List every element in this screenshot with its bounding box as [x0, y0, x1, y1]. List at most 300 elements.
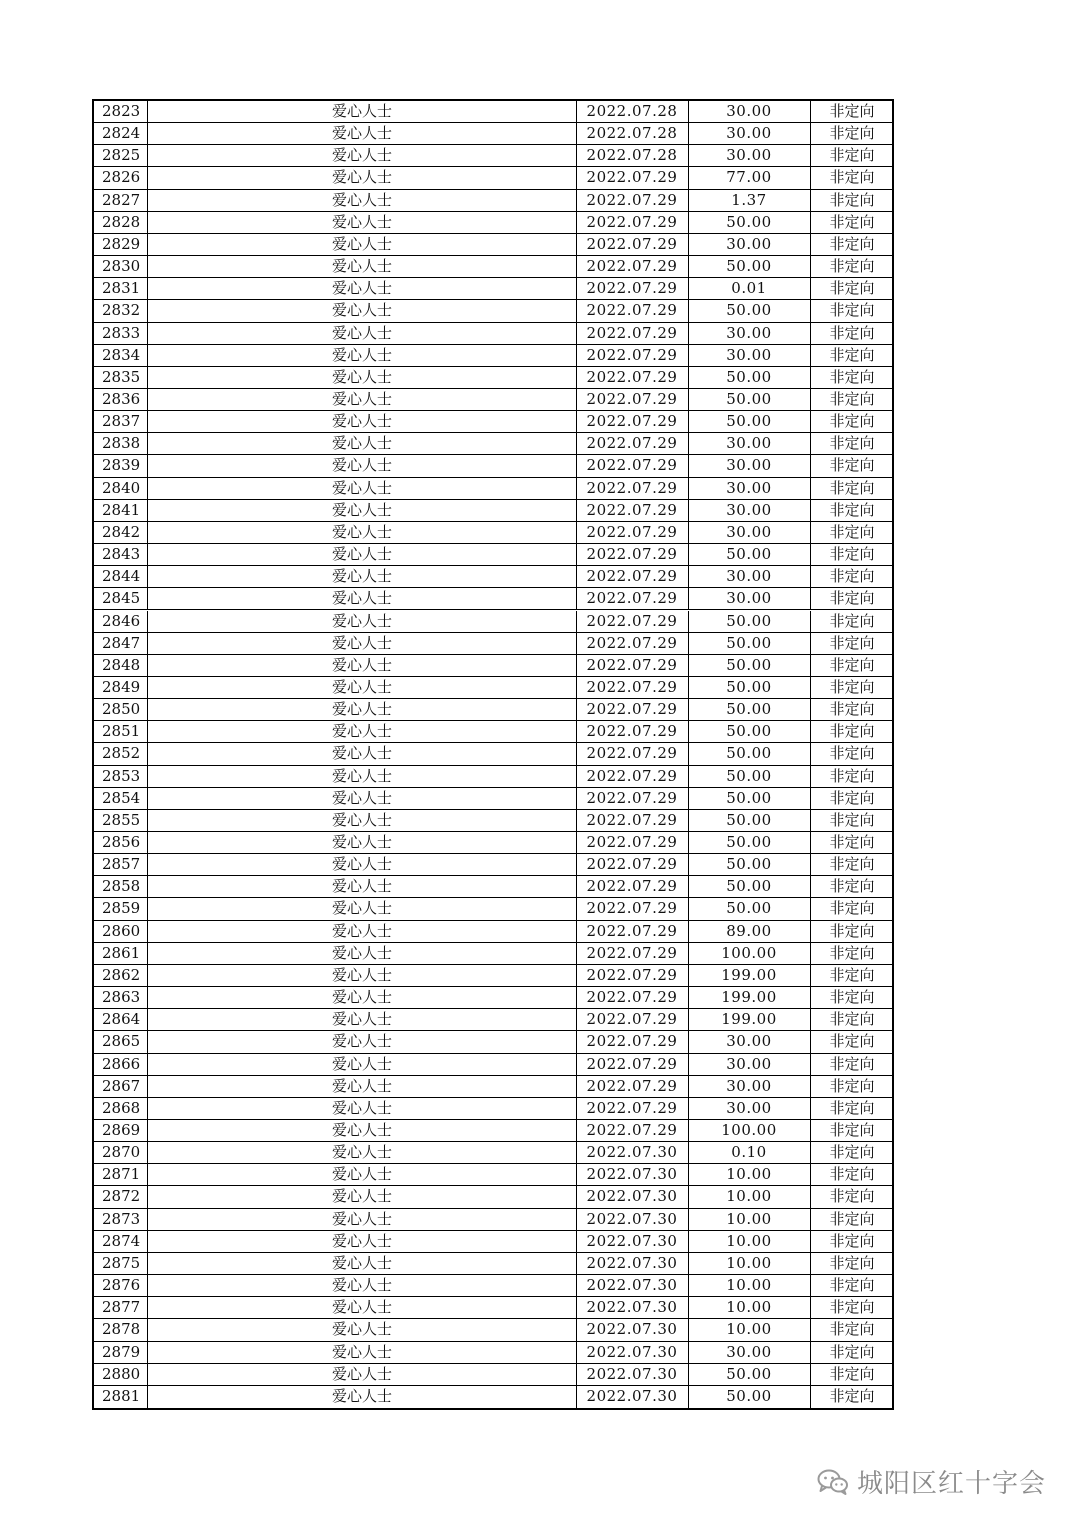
row-number-cell: 2827: [94, 190, 148, 211]
row-number-cell: 2840: [94, 478, 148, 499]
designation-cell: 非定向: [829, 1032, 875, 1051]
table-row: [94, 633, 892, 655]
amount-cell: 30.00: [688, 1054, 811, 1075]
donor-name-cell: 爱心人士: [148, 677, 577, 698]
row-number-cell: 2877: [94, 1297, 148, 1318]
donor-name-cell: 爱心人士: [148, 1319, 577, 1340]
designation-cell: 非定向: [829, 788, 875, 807]
designation-cell: 非定向: [829, 345, 875, 364]
row-number-cell: 2824: [94, 123, 148, 144]
donation-date-cell: 2022.07.29: [576, 965, 689, 986]
donor-name-cell: 爱心人士: [148, 522, 577, 543]
designation-cell: 非定向: [829, 1386, 875, 1405]
table-row: [94, 1364, 892, 1386]
donation-date-cell: 2022.07.29: [576, 566, 689, 587]
row-number-cell: 2871: [94, 1164, 148, 1185]
amount-cell: 50.00: [688, 367, 811, 388]
table-row: [94, 345, 892, 367]
row-number-cell: 2838: [94, 433, 148, 454]
donor-name-cell: 爱心人士: [148, 300, 577, 321]
donation-date-cell: 2022.07.30: [576, 1275, 689, 1296]
amount-cell: 50.00: [688, 766, 811, 787]
designation-cell: 非定向: [829, 500, 875, 519]
designation-cell: 非定向: [829, 257, 875, 276]
donor-name-cell: 爱心人士: [148, 810, 577, 831]
row-number-cell: 2873: [94, 1209, 148, 1230]
row-number-cell: 2832: [94, 300, 148, 321]
designation-cell: 非定向: [829, 611, 875, 630]
table-row: [94, 367, 892, 389]
designation-cell: 非定向: [829, 1253, 875, 1272]
donation-date-cell: 2022.07.29: [576, 500, 689, 521]
donor-name-cell: 爱心人士: [148, 1253, 577, 1274]
donation-date-cell: 2022.07.29: [576, 433, 689, 454]
donor-name-cell: 爱心人士: [148, 101, 577, 122]
donation-date-cell: 2022.07.29: [576, 943, 689, 964]
row-number-cell: 2839: [94, 455, 148, 476]
designation-cell: 非定向: [829, 1143, 875, 1162]
donor-name-cell: 爱心人士: [148, 921, 577, 942]
row-number-cell: 2856: [94, 832, 148, 853]
designation-cell: 非定向: [829, 146, 875, 165]
donor-name-cell: 爱心人士: [148, 411, 577, 432]
amount-cell: 10.00: [688, 1275, 811, 1296]
designation-cell: 非定向: [829, 899, 875, 918]
designation-cell: 非定向: [829, 567, 875, 586]
row-number-cell: 2847: [94, 633, 148, 654]
amount-cell: 50.00: [688, 389, 811, 410]
row-number-cell: 2879: [94, 1342, 148, 1363]
table-row: [94, 190, 892, 212]
amount-cell: 10.00: [688, 1253, 811, 1274]
amount-cell: 50.00: [688, 655, 811, 676]
donation-date-cell: 2022.07.29: [576, 677, 689, 698]
row-number-cell: 2864: [94, 1009, 148, 1030]
amount-cell: 50.00: [688, 898, 811, 919]
table-row: [94, 478, 892, 500]
amount-cell: 30.00: [688, 455, 811, 476]
donor-name-cell: 爱心人士: [148, 433, 577, 454]
table-row: [94, 921, 892, 943]
designation-cell: 非定向: [829, 700, 875, 719]
donation-date-cell: 2022.07.29: [576, 389, 689, 410]
amount-cell: 30.00: [688, 1342, 811, 1363]
donation-date-cell: 2022.07.28: [576, 145, 689, 166]
designation-cell: 非定向: [829, 965, 875, 984]
row-number-cell: 2853: [94, 766, 148, 787]
donation-date-cell: 2022.07.29: [576, 256, 689, 277]
table-row: [94, 721, 892, 743]
donor-name-cell: 爱心人士: [148, 898, 577, 919]
donor-name-cell: 爱心人士: [148, 167, 577, 188]
row-number-cell: 2849: [94, 677, 148, 698]
row-number-cell: 2851: [94, 721, 148, 742]
designation-cell: 非定向: [829, 522, 875, 541]
designation-cell: 非定向: [829, 1187, 875, 1206]
donation-date-cell: 2022.07.29: [576, 522, 689, 543]
table-row: [94, 854, 892, 876]
donor-name-cell: 爱心人士: [148, 1209, 577, 1230]
donor-name-cell: 爱心人士: [148, 1164, 577, 1185]
donation-date-cell: 2022.07.30: [576, 1364, 689, 1385]
table-row: [94, 655, 892, 677]
amount-cell: 30.00: [688, 1031, 811, 1052]
row-number-cell: 2828: [94, 212, 148, 233]
donation-date-cell: 2022.07.29: [576, 455, 689, 476]
row-number-cell: 2830: [94, 256, 148, 277]
row-number-cell: 2855: [94, 810, 148, 831]
amount-cell: 50.00: [688, 677, 811, 698]
designation-cell: 非定向: [829, 589, 875, 608]
row-number-cell: 2878: [94, 1319, 148, 1340]
row-number-cell: 2876: [94, 1275, 148, 1296]
amount-cell: 50.00: [688, 832, 811, 853]
amount-cell: 50.00: [688, 1386, 811, 1408]
designation-cell: 非定向: [829, 279, 875, 298]
donor-name-cell: 爱心人士: [148, 1297, 577, 1318]
donor-name-cell: 爱心人士: [148, 1098, 577, 1119]
row-number-cell: 2841: [94, 500, 148, 521]
donation-date-cell: 2022.07.29: [576, 743, 689, 764]
amount-cell: 1.37: [688, 190, 811, 211]
donor-name-cell: 爱心人士: [148, 1342, 577, 1363]
amount-cell: 30.00: [688, 478, 811, 499]
table-row: [94, 1342, 892, 1364]
donor-name-cell: 爱心人士: [148, 1186, 577, 1207]
donor-name-cell: 爱心人士: [148, 788, 577, 809]
row-number-cell: 2850: [94, 699, 148, 720]
row-number-cell: 2865: [94, 1031, 148, 1052]
donor-name-cell: 爱心人士: [148, 123, 577, 144]
row-number-cell: 2854: [94, 788, 148, 809]
row-number-cell: 2874: [94, 1231, 148, 1252]
table-row: [94, 234, 892, 256]
designation-cell: 非定向: [829, 744, 875, 763]
amount-cell: 50.00: [688, 300, 811, 321]
table-row: [94, 1054, 892, 1076]
designation-cell: 非定向: [829, 456, 875, 475]
donor-name-cell: 爱心人士: [148, 766, 577, 787]
designation-cell: 非定向: [829, 677, 875, 696]
donor-name-cell: 爱心人士: [148, 323, 577, 344]
table-row: [94, 433, 892, 455]
row-number-cell: 2867: [94, 1076, 148, 1097]
row-number-cell: 2862: [94, 965, 148, 986]
amount-cell: 0.10: [688, 1142, 811, 1163]
donor-name-cell: 爱心人士: [148, 212, 577, 233]
table-row: [94, 389, 892, 411]
table-row: [94, 500, 892, 522]
donor-name-cell: 爱心人士: [148, 987, 577, 1008]
designation-cell: 非定向: [829, 833, 875, 852]
table-row: [94, 810, 892, 832]
donation-date-cell: 2022.07.29: [576, 987, 689, 1008]
designation-cell: 非定向: [829, 102, 875, 120]
table-row: [94, 1142, 892, 1164]
designation-cell: 非定向: [829, 301, 875, 320]
designation-cell: 非定向: [829, 234, 875, 253]
donor-name-cell: 爱心人士: [148, 1364, 577, 1385]
table-row: [94, 1186, 892, 1208]
amount-cell: 30.00: [688, 1098, 811, 1119]
amount-cell: 10.00: [688, 1231, 811, 1252]
amount-cell: 10.00: [688, 1164, 811, 1185]
donation-date-cell: 2022.07.30: [576, 1231, 689, 1252]
donation-date-cell: 2022.07.29: [576, 699, 689, 720]
amount-cell: 50.00: [688, 699, 811, 720]
donation-date-cell: 2022.07.29: [576, 190, 689, 211]
table-row: [94, 455, 892, 477]
table-row: [94, 677, 892, 699]
table-row: [94, 1076, 892, 1098]
donation-date-cell: 2022.07.29: [576, 1120, 689, 1141]
table-row: [94, 300, 892, 322]
row-number-cell: 2863: [94, 987, 148, 1008]
donor-name-cell: 爱心人士: [148, 1231, 577, 1252]
table-row: [94, 544, 892, 566]
donor-name-cell: 爱心人士: [148, 1076, 577, 1097]
amount-cell: 50.00: [688, 788, 811, 809]
table-row: [94, 766, 892, 788]
donation-date-cell: 2022.07.29: [576, 323, 689, 344]
amount-cell: 30.00: [688, 522, 811, 543]
donation-date-cell: 2022.07.29: [576, 766, 689, 787]
donation-date-cell: 2022.07.29: [576, 788, 689, 809]
donation-date-cell: 2022.07.29: [576, 588, 689, 609]
amount-cell: 10.00: [688, 1297, 811, 1318]
donor-name-cell: 爱心人士: [148, 500, 577, 521]
designation-cell: 非定向: [829, 655, 875, 674]
table-row: [94, 145, 892, 167]
amount-cell: 30.00: [688, 500, 811, 521]
designation-cell: 非定向: [829, 389, 875, 408]
row-number-cell: 2869: [94, 1120, 148, 1141]
donor-name-cell: 爱心人士: [148, 721, 577, 742]
donation-date-cell: 2022.07.29: [576, 345, 689, 366]
donor-name-cell: 爱心人士: [148, 478, 577, 499]
amount-cell: 100.00: [688, 1120, 811, 1141]
designation-cell: 非定向: [829, 943, 875, 962]
watermark: [817, 1463, 1046, 1500]
designation-cell: 非定向: [829, 434, 875, 453]
amount-cell: 199.00: [688, 987, 811, 1008]
table-row: [94, 965, 892, 987]
row-number-cell: 2870: [94, 1142, 148, 1163]
row-number-cell: 2868: [94, 1098, 148, 1119]
donor-name-cell: 爱心人士: [148, 1275, 577, 1296]
designation-cell: 非定向: [829, 367, 875, 386]
donor-name-cell: 爱心人士: [148, 1009, 577, 1030]
row-number-cell: 2837: [94, 411, 148, 432]
designation-cell: 非定向: [829, 478, 875, 497]
row-number-cell: 2875: [94, 1253, 148, 1274]
donor-name-cell: 爱心人士: [148, 1120, 577, 1141]
table-row: [94, 1209, 892, 1231]
donor-name-cell: 爱心人士: [148, 1054, 577, 1075]
table-row: [94, 943, 892, 965]
donation-date-cell: 2022.07.29: [576, 633, 689, 654]
designation-cell: 非定向: [829, 988, 875, 1007]
designation-cell: 非定向: [829, 877, 875, 896]
donation-date-cell: 2022.07.29: [576, 411, 689, 432]
donation-date-cell: 2022.07.29: [576, 810, 689, 831]
designation-cell: 非定向: [829, 810, 875, 829]
donor-name-cell: 爱心人士: [148, 854, 577, 875]
amount-cell: 50.00: [688, 1364, 811, 1385]
row-number-cell: 2842: [94, 522, 148, 543]
designation-cell: 非定向: [829, 766, 875, 785]
amount-cell: 10.00: [688, 1209, 811, 1230]
donor-name-cell: 爱心人士: [148, 633, 577, 654]
amount-cell: 30.00: [688, 145, 811, 166]
table-row: [94, 1253, 892, 1275]
donation-date-cell: 2022.07.29: [576, 921, 689, 942]
amount-cell: 199.00: [688, 965, 811, 986]
donation-date-cell: 2022.07.29: [576, 721, 689, 742]
donation-date-cell: 2022.07.29: [576, 212, 689, 233]
table-row: [94, 699, 892, 721]
donor-name-cell: 爱心人士: [148, 455, 577, 476]
amount-cell: 30.00: [688, 101, 811, 122]
amount-cell: 50.00: [688, 876, 811, 897]
table-row: [94, 788, 892, 810]
table-row: [94, 876, 892, 898]
donor-name-cell: 爱心人士: [148, 190, 577, 211]
table-row: [94, 987, 892, 1009]
table-row: [94, 1297, 892, 1319]
donation-date-cell: 2022.07.30: [576, 1342, 689, 1363]
donor-name-cell: 爱心人士: [148, 699, 577, 720]
table-row: [94, 1031, 892, 1053]
donation-date-cell: 2022.07.30: [576, 1142, 689, 1163]
donation-date-cell: 2022.07.30: [576, 1386, 689, 1408]
amount-cell: 50.00: [688, 810, 811, 831]
row-number-cell: 2835: [94, 367, 148, 388]
designation-cell: 非定向: [829, 855, 875, 874]
donation-date-cell: 2022.07.29: [576, 167, 689, 188]
table-row: [94, 323, 892, 345]
designation-cell: 非定向: [829, 545, 875, 564]
donor-name-cell: 爱心人士: [148, 655, 577, 676]
table-row: [94, 1120, 892, 1142]
amount-cell: 199.00: [688, 1009, 811, 1030]
donor-name-cell: 爱心人士: [148, 832, 577, 853]
donation-date-cell: 2022.07.29: [576, 854, 689, 875]
table-row: [94, 832, 892, 854]
designation-cell: 非定向: [829, 212, 875, 231]
designation-cell: 非定向: [829, 722, 875, 741]
row-number-cell: 2866: [94, 1054, 148, 1075]
donor-name-cell: 爱心人士: [148, 611, 577, 632]
row-number-cell: 2836: [94, 389, 148, 410]
amount-cell: 30.00: [688, 234, 811, 255]
table-row: [94, 123, 892, 145]
donor-name-cell: 爱心人士: [148, 1031, 577, 1052]
amount-cell: 50.00: [688, 411, 811, 432]
table-row: [94, 898, 892, 920]
amount-cell: 50.00: [688, 544, 811, 565]
designation-cell: 非定向: [829, 1076, 875, 1095]
donation-date-cell: 2022.07.29: [576, 1076, 689, 1097]
amount-cell: 30.00: [688, 123, 811, 144]
row-number-cell: 2857: [94, 854, 148, 875]
donor-name-cell: 爱心人士: [148, 566, 577, 587]
donation-date-cell: 2022.07.30: [576, 1186, 689, 1207]
donation-date-cell: 2022.07.29: [576, 544, 689, 565]
designation-cell: 非定向: [829, 1298, 875, 1317]
table-row: [94, 611, 892, 633]
row-number-cell: 2861: [94, 943, 148, 964]
donation-date-cell: 2022.07.29: [576, 655, 689, 676]
donation-date-cell: 2022.07.29: [576, 1054, 689, 1075]
donation-date-cell: 2022.07.30: [576, 1319, 689, 1340]
row-number-cell: 2860: [94, 921, 148, 942]
designation-cell: 非定向: [829, 1010, 875, 1029]
table-row: [94, 212, 892, 234]
table-row: [94, 1231, 892, 1253]
table-row: [94, 1164, 892, 1186]
amount-cell: 30.00: [688, 323, 811, 344]
donation-date-cell: 2022.07.29: [576, 367, 689, 388]
row-number-cell: 2845: [94, 588, 148, 609]
table-row: [94, 1319, 892, 1341]
donation-date-cell: 2022.07.29: [576, 1031, 689, 1052]
table-row: [94, 1275, 892, 1297]
amount-cell: 10.00: [688, 1319, 811, 1340]
donor-name-cell: 爱心人士: [148, 256, 577, 277]
table-row: [94, 566, 892, 588]
table-row: [94, 167, 892, 189]
designation-cell: 非定向: [829, 1165, 875, 1184]
donation-date-cell: 2022.07.29: [576, 278, 689, 299]
donation-date-cell: 2022.07.28: [576, 101, 689, 122]
donor-name-cell: 爱心人士: [148, 389, 577, 410]
donor-name-cell: 爱心人士: [148, 367, 577, 388]
designation-cell: 非定向: [829, 124, 875, 143]
designation-cell: 非定向: [829, 1209, 875, 1228]
designation-cell: 非定向: [829, 168, 875, 187]
amount-cell: 89.00: [688, 921, 811, 942]
donation-date-cell: 2022.07.30: [576, 1253, 689, 1274]
donation-date-cell: 2022.07.29: [576, 611, 689, 632]
donor-name-cell: 爱心人士: [148, 588, 577, 609]
amount-cell: 50.00: [688, 212, 811, 233]
amount-cell: 50.00: [688, 256, 811, 277]
table-row: [94, 743, 892, 765]
designation-cell: 非定向: [829, 1231, 875, 1250]
donation-date-cell: 2022.07.30: [576, 1209, 689, 1230]
table-row: [94, 278, 892, 300]
amount-cell: 50.00: [688, 854, 811, 875]
designation-cell: 非定向: [829, 323, 875, 342]
donation-date-cell: 2022.07.29: [576, 898, 689, 919]
amount-cell: 77.00: [688, 167, 811, 188]
designation-cell: 非定向: [829, 633, 875, 652]
amount-cell: 50.00: [688, 743, 811, 764]
watermark-text: 城阳区红十字会: [856, 1469, 1046, 1499]
donor-name-cell: 爱心人士: [148, 234, 577, 255]
designation-cell: 非定向: [829, 412, 875, 431]
donor-name-cell: 爱心人士: [148, 965, 577, 986]
table-row: [94, 588, 892, 610]
donation-date-cell: 2022.07.29: [576, 234, 689, 255]
row-number-cell: 2831: [94, 278, 148, 299]
designation-cell: 非定向: [829, 1320, 875, 1339]
amount-cell: 30.00: [688, 566, 811, 587]
table-row: [94, 522, 892, 544]
row-number-cell: 2881: [94, 1386, 148, 1408]
row-number-cell: 2833: [94, 323, 148, 344]
